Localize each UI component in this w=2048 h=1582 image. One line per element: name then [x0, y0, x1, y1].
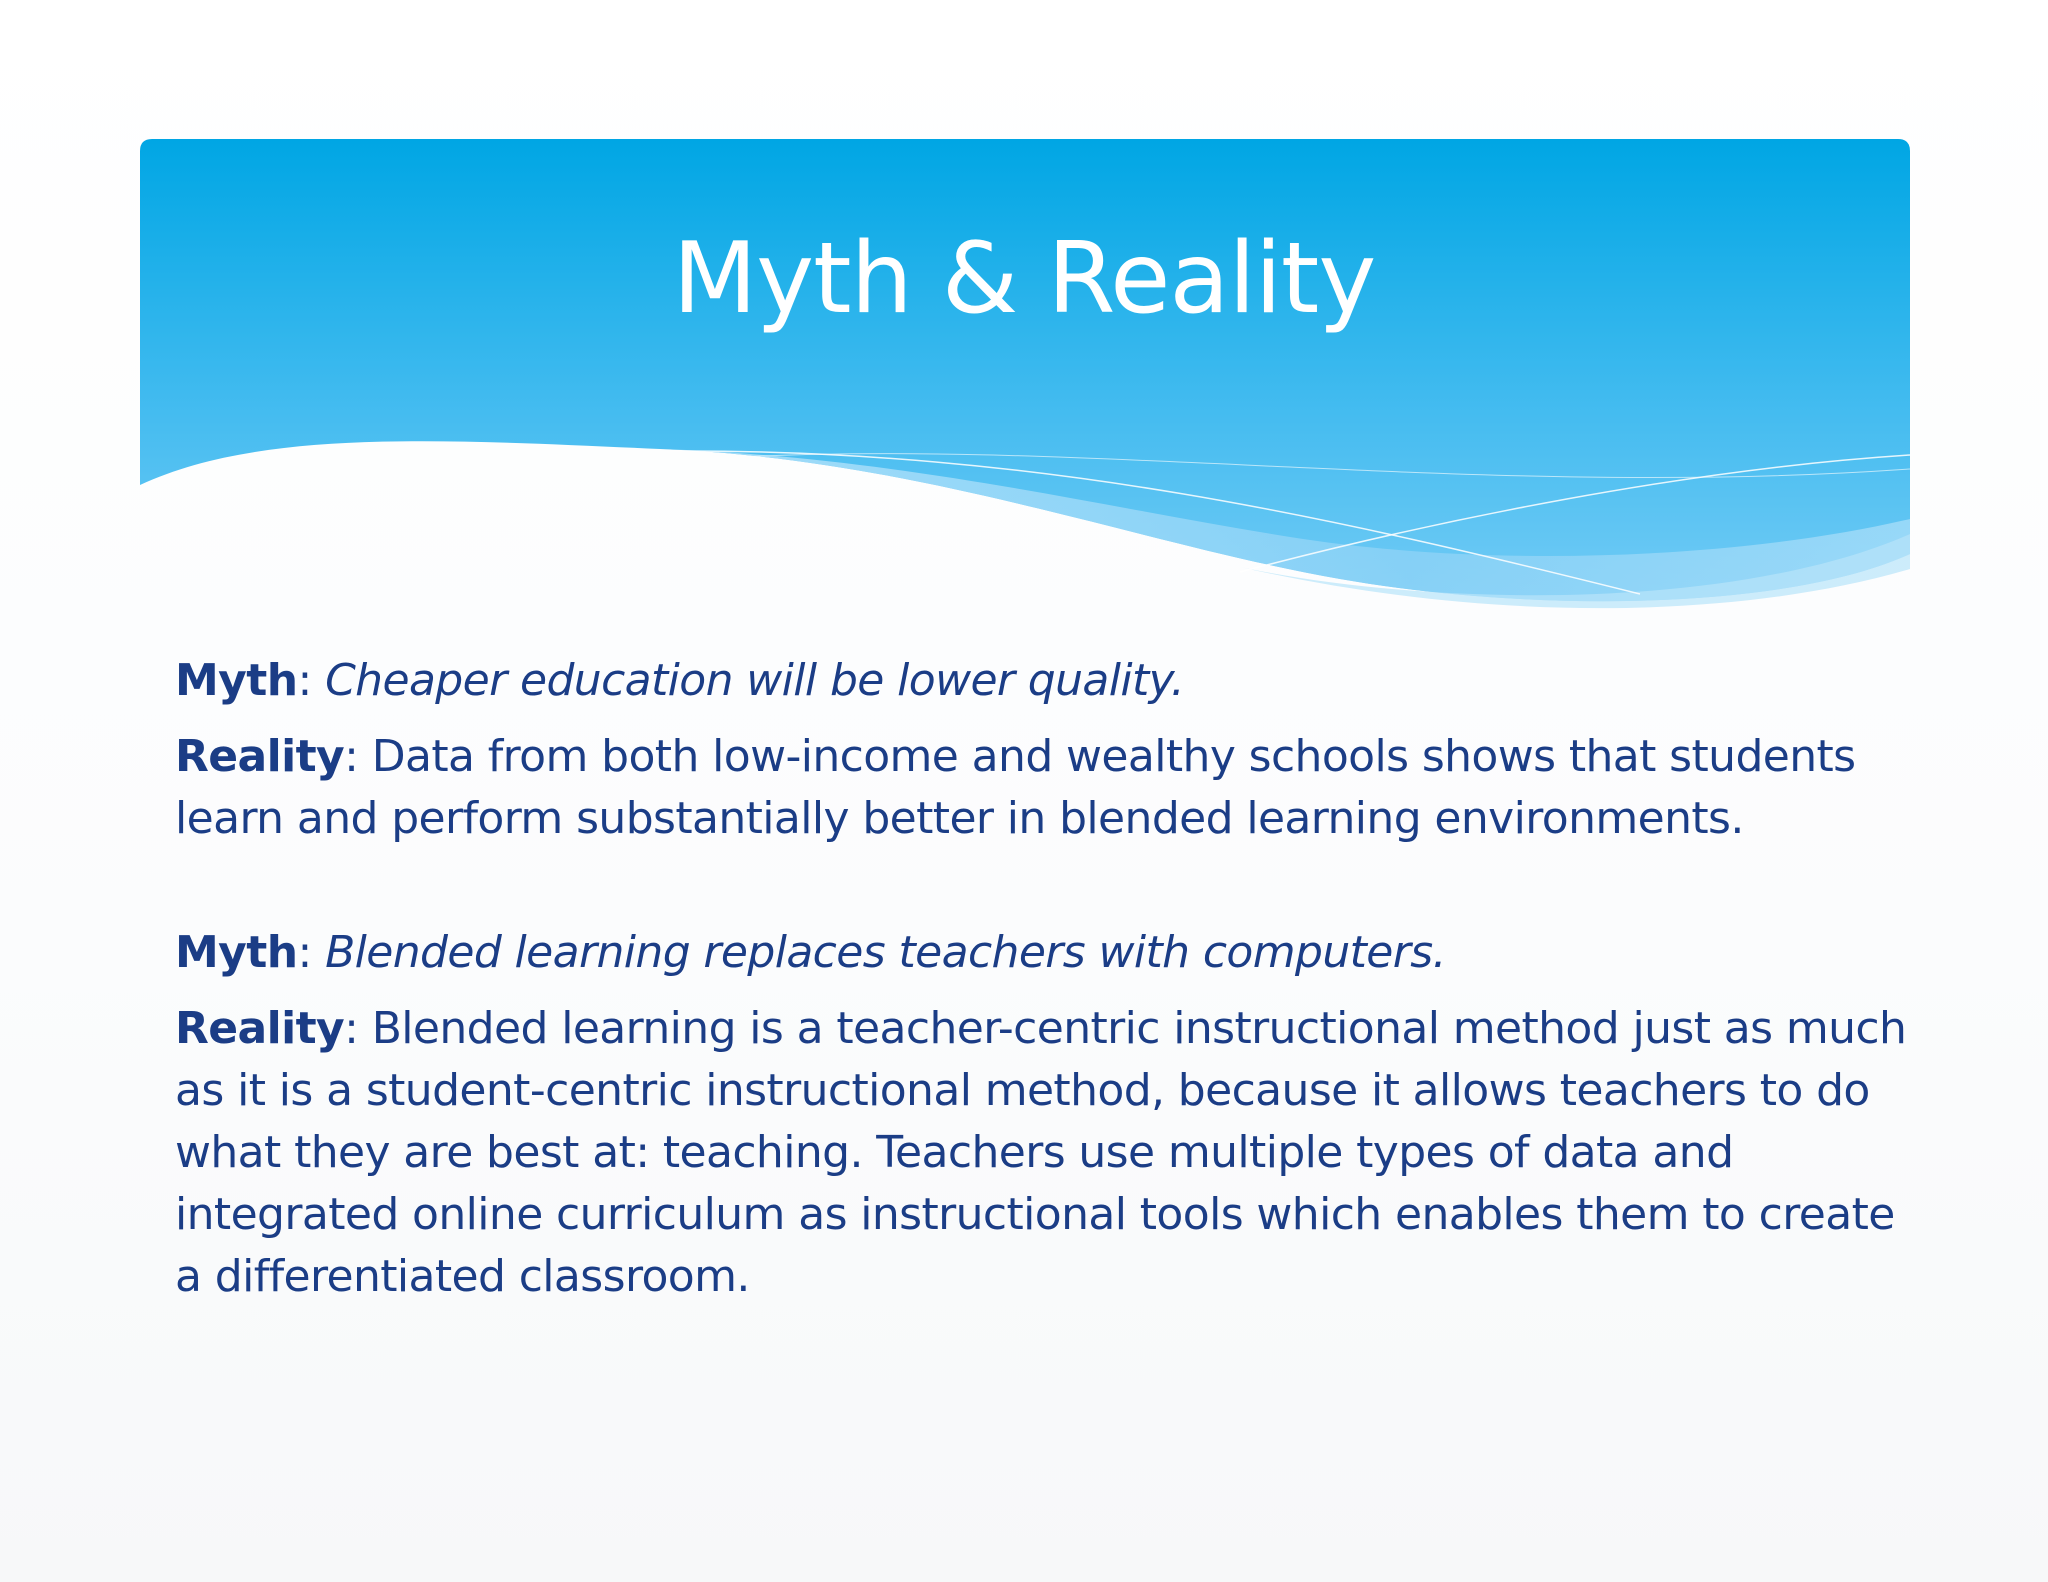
reality-statement: Blended learning is a teacher-centric instructional method just as much as it is a student-centric instructional method, because it allows teachers to do what they are best at: teaching. Teachers use multiple types of data and integrated online curriculum as instructional tools which enables them to create a differentiated classroom.	[175, 1003, 1907, 1302]
myth-colon: :	[297, 927, 326, 978]
myth-colon: :	[297, 655, 326, 706]
wave-banner-graphic	[140, 139, 1910, 619]
banner-shape	[140, 139, 1910, 601]
reality-label: Reality	[175, 1003, 345, 1054]
slide-title: Myth & Reality	[672, 222, 1376, 336]
myth-statement: Blended learning replaces teachers with computers.	[325, 927, 1446, 978]
reality-colon: :	[344, 1003, 372, 1054]
myth-reality-item	[175, 650, 1915, 850]
reality-statement: Data from both low-income and wealthy schools shows that students learn and perform substantially better in blended learning environments.	[175, 731, 1856, 844]
title-banner	[140, 139, 1910, 619]
reality-line	[175, 726, 1915, 850]
myth-reality-list	[175, 650, 1915, 1308]
myth-label: Myth	[175, 655, 298, 706]
reality-colon: :	[344, 731, 372, 782]
myth-line	[175, 650, 1915, 712]
reality-line	[175, 998, 1915, 1308]
myth-line	[175, 922, 1915, 984]
reality-label: Reality	[175, 731, 345, 782]
myth-statement: Cheaper education will be lower quality.	[325, 655, 1185, 706]
myth-reality-item	[175, 922, 1915, 1308]
myth-label: Myth	[175, 927, 298, 978]
